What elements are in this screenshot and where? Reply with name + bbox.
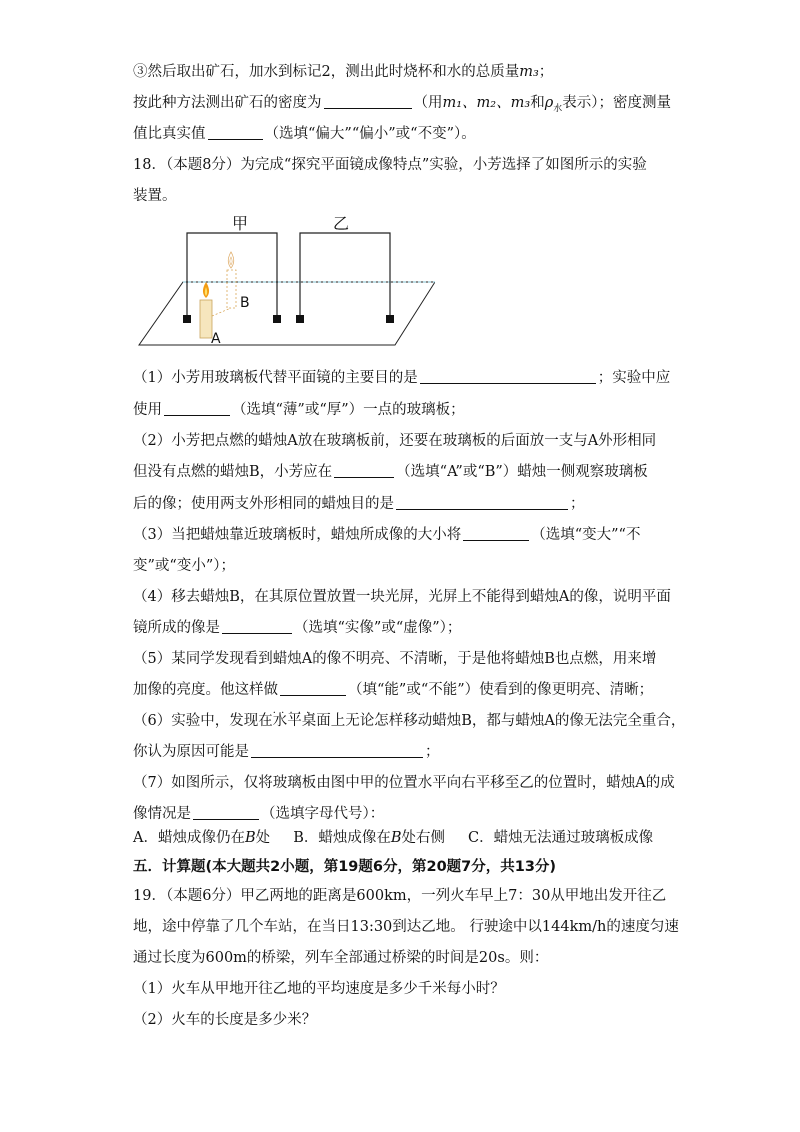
board-foot bbox=[386, 315, 394, 323]
text-line: 但没有点燃的蜡烛B，小芳应在 （选填“A”或“B”）蜡烛一侧观察玻璃板 bbox=[133, 464, 648, 480]
experiment-figure bbox=[135, 205, 435, 355]
question-part-7: （7）如图所示，仅将玻璃板由图中甲的位置水平向右平移至乙的位置时，蜡烛A的成 bbox=[133, 775, 675, 791]
text-line: 加像的亮度。他这样做 （填“能”或“不能”）使看到的像更明亮、清晰； bbox=[133, 682, 654, 698]
question-part-2: （2）小芳把点燃的蜡烛A放在玻璃板前，还要在玻璃板的后面放一支与A外形相同 bbox=[133, 433, 657, 449]
question-part-6: （6）实验中，发现在水平桌面上 · · ·无论怎样移动蜡烛B，都与蜡烛A的像无法完全重合， bbox=[133, 711, 685, 731]
text-line: 地，途中停靠了几个车站，在当日13:30到达乙地。 行驶途中以144km/h的速度匀速 bbox=[133, 919, 679, 935]
glass-board-yi bbox=[300, 233, 390, 319]
text-line: 你认为原因可能是 ； bbox=[133, 744, 440, 760]
board-foot bbox=[183, 315, 191, 323]
question-part-3: （3）当把蜡烛靠近玻璃板时，蜡烛所成像的大小将 （选填“变大”“不 bbox=[133, 527, 641, 543]
question-19-part-2: （2）火车的长度是多少米？ bbox=[133, 1012, 317, 1028]
option-c[interactable]: C．蜡烛无法通过玻璃板成像 bbox=[468, 830, 654, 846]
answer-blank[interactable] bbox=[193, 805, 259, 820]
text-line: 后的像；使用两支外形相同的蜡烛目的是 ； bbox=[133, 496, 585, 512]
text-line: 镜所成的像是 （选填“实像”或“虚像”）； bbox=[133, 620, 462, 636]
answer-blank[interactable] bbox=[396, 495, 568, 510]
answer-blank[interactable] bbox=[208, 125, 263, 140]
text-line: 变”或“变小”）； bbox=[133, 558, 235, 574]
text-line: 通过长度为600m的桥梁，列车全部通过桥梁的时间是20s。则： bbox=[133, 950, 549, 966]
question-part-1: （1）小芳用玻璃板代替平面镜的主要目的是 ；实验中应 bbox=[133, 370, 671, 386]
label-b: B bbox=[240, 295, 250, 311]
answer-blank[interactable] bbox=[463, 526, 529, 541]
answer-blank[interactable] bbox=[420, 369, 596, 384]
emphasis-dotted-text: 水平桌面上 · · · bbox=[273, 713, 346, 729]
answer-blank[interactable] bbox=[251, 743, 423, 758]
text-line: ③然后取出矿石，加水到标记2，测出此时烧杯和水的总质量m₃； bbox=[133, 64, 554, 80]
text-line: 装置。 bbox=[133, 188, 177, 204]
text-line: 按此种方法测出矿石的密度为 （用m₁、m₂、m₃和$\rho_水$表示）；密度测量 bbox=[133, 95, 671, 114]
question-part-5: （5）某同学发现看到蜡烛A的像不明亮、不清晰，于是他将蜡烛B也点燃，用来增 bbox=[133, 651, 657, 667]
label-yi: 乙 bbox=[333, 214, 350, 233]
answer-blank[interactable] bbox=[334, 463, 394, 478]
option-b[interactable]: B．蜡烛成像在B处右侧 bbox=[293, 830, 445, 846]
label-jia: 甲 bbox=[232, 214, 249, 233]
answer-blank[interactable] bbox=[324, 94, 412, 109]
image-flame-icon bbox=[228, 252, 233, 268]
board-foot bbox=[296, 315, 304, 323]
question-19-part-1: （1）火车从甲地开往乙地的平均速度是多少千米每小时？ bbox=[133, 981, 505, 997]
answer-options bbox=[133, 828, 653, 848]
section-heading: 五．计算题(本大题共2小题，第19题6分，第20题7分，共13分) bbox=[133, 859, 557, 875]
option-a[interactable]: A．蜡烛成像仍在B处 bbox=[133, 830, 271, 846]
candle-b-image bbox=[227, 270, 236, 308]
text-line: 值比真实值 （选填“偏大”“偏小”或“不变”）。 bbox=[133, 126, 476, 142]
question-part-4: （4）移去蜡烛B，在其原位置放置一块光屏，光屏上不能得到蜡烛A的像，说明平面 bbox=[133, 589, 671, 605]
answer-blank[interactable] bbox=[164, 401, 230, 416]
answer-blank[interactable] bbox=[222, 619, 292, 634]
question-19-stem: 19．（本题6分）甲乙两地的距离是600km，一列火车早上7：30从甲地出发开往乙 bbox=[133, 888, 667, 904]
text-line: 像情况是 （选填字母代号）： bbox=[133, 806, 385, 822]
answer-blank[interactable] bbox=[280, 681, 346, 696]
board-foot bbox=[273, 315, 281, 323]
text-line: 使用 （选填“薄”或“厚”）一点的玻璃板； bbox=[133, 402, 465, 418]
question-18-stem: 18．（本题8分）为完成“探究平面镜成像特点”实验，小芳选择了如图所示的实验 bbox=[133, 157, 647, 173]
label-a: A bbox=[211, 331, 221, 347]
